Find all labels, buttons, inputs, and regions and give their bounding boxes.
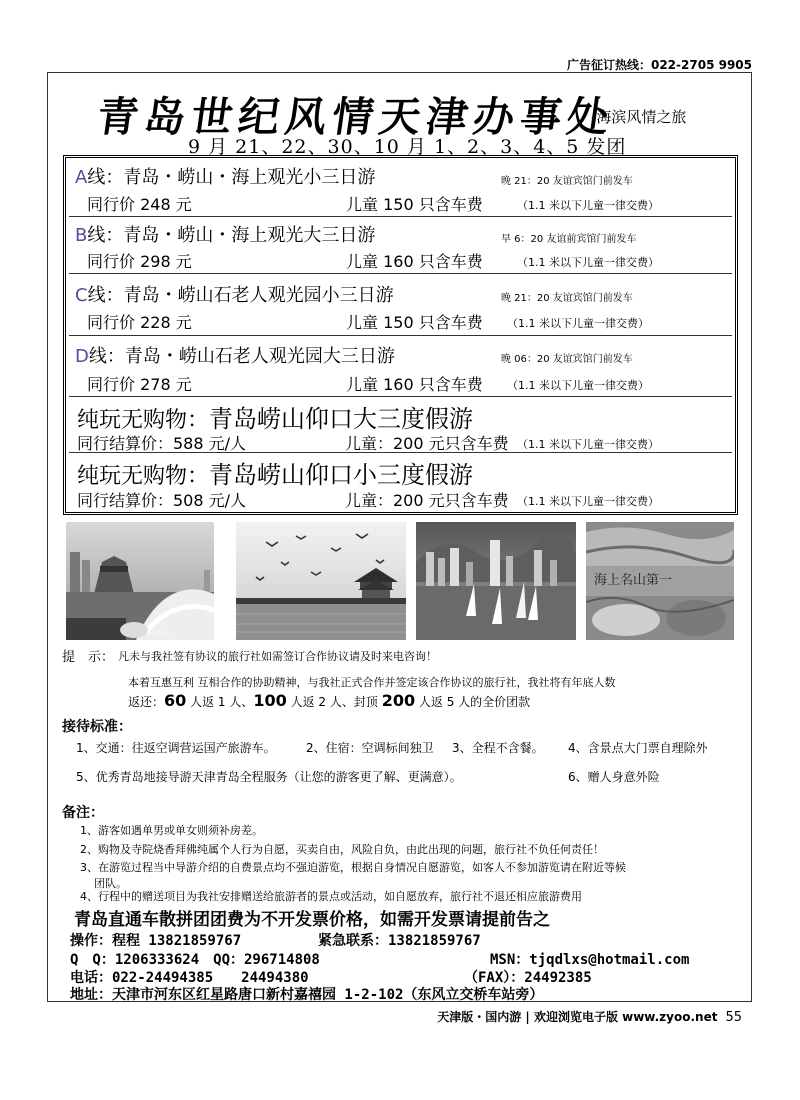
pure-tour-child: 儿童：200 元只含车费 <box>345 434 509 453</box>
route-note: （1.1 米以下儿童一律交费） <box>507 317 649 330</box>
contact-qq: Q Q：1206333624 QQ：296714808 <box>70 952 320 968</box>
contact-emergency: 紧急联系：13821859767 <box>318 933 481 949</box>
pure-tour-note: （1.1 米以下儿童一律交费） <box>517 438 659 451</box>
route-child-price: 儿童 150 只含车费 <box>346 313 483 332</box>
route-letter: B <box>75 225 88 246</box>
route-price: 同行价 298 元 <box>87 252 192 271</box>
rebate-text-3: 人返 5 人的全价团款 <box>415 695 531 709</box>
photo-qingdao-sculpture <box>66 522 214 640</box>
route-child-price: 儿童 160 只含车费 <box>346 252 483 271</box>
route-letter: C <box>75 285 88 306</box>
remark-2: 2、购物及寺院烧香拜佛纯属个人行为自愿，买卖自由，风险自负，由此出现的问题，旅行社不负任何责任！ <box>80 843 604 856</box>
page-footer <box>437 1008 742 1025</box>
route-title: 线：青岛・崂山・海上观光小三日游 <box>87 167 376 188</box>
route-departure: 晚 21：20 友谊宾馆门前发车 <box>501 176 633 187</box>
page-number: 55 <box>725 1010 742 1025</box>
tips-line-1: 凡未与我社签有协议的旅行社如需签订合作协议请及时来电咨询！ <box>118 650 437 663</box>
standard-item-2: 2、住宿：空调标间独卫 <box>306 741 434 755</box>
remarks-heading: 备注： <box>62 805 104 821</box>
route-note: （1.1 米以下儿童一律交费） <box>517 199 659 212</box>
route-title: 线：青岛・崂山石老人观光园大三日游 <box>88 346 395 367</box>
standard-item-1: 1、交通：往返空调营运国产旅游车。 <box>76 741 276 755</box>
rebate-prefix: 返还： <box>128 695 165 709</box>
route-departure: 早 6：20 友谊前宾馆门前发车 <box>501 234 637 245</box>
tips-line-2: 本着互惠互利 互相合作的协助精神，与我社正式合作并签定该合作协议的旅行社，我社将有年底人数 <box>128 676 616 689</box>
pure-tour-price: 同行结算价：508 元/人 <box>77 491 247 510</box>
contact-address: 地址：天津市河东区红星路唐口新村嘉禧园 1-2-102（东风立交桥车站旁） <box>70 987 544 1003</box>
standard-item-5: 5、优秀青岛地接导游天津青岛全程服务（让您的游客更了解、更满意）。 <box>76 770 462 784</box>
remark-4: 4、行程中的赠送项目为我社安排赠送给旅游者的景点或活动，如自愿放弃，旅行社不退还相应旅游费用 <box>80 890 582 903</box>
route-b <box>69 217 732 274</box>
route-departure: 晚 06：20 友谊宾馆门前发车 <box>501 354 633 365</box>
tips-label: 提 示： <box>62 650 115 665</box>
photo-laoshan-rocks <box>586 522 734 640</box>
route-price: 同行价 248 元 <box>87 195 192 214</box>
ad-hotline: 广告征订热线：022-2705 9905 <box>566 58 752 72</box>
route-title: 线：青岛・崂山・海上观光大三日游 <box>87 225 376 246</box>
route-note: （1.1 米以下儿童一律交费） <box>507 379 649 392</box>
rebate-200: 200 <box>381 691 416 710</box>
route-c <box>69 274 732 336</box>
routes-table <box>63 155 738 515</box>
contact-tel: 电话：022-24494385 24494380 <box>70 970 309 986</box>
remark-3-cont: 团队。 <box>94 877 127 890</box>
direct-bus-note: 青岛直通车散拼团团费为不开发票价格，如需开发票请提前告之 <box>74 910 550 930</box>
rebate-60: 60 <box>164 691 187 710</box>
photo-caption: 青岛风光 <box>146 631 171 638</box>
pure-tour-name: 青岛崂山仰口小三度假游 <box>209 461 474 489</box>
rock-inscription: 海上名山第一 <box>594 573 673 588</box>
tips-rebate <box>128 691 530 710</box>
pure-tour-small <box>69 453 732 511</box>
standard-item-6: 6、赠人身意外险 <box>568 770 660 784</box>
pure-tour-price: 同行结算价：588 元/人 <box>77 434 247 453</box>
route-a <box>69 161 732 217</box>
route-departure: 晚 21：20 友谊宾馆门前发车 <box>501 293 633 304</box>
contact-operator: 操作：程程 13821859767 <box>70 933 242 949</box>
remark-3: 3、在游览过程当中导游介绍的自费景点均不强迫游览，根据自身情况自愿游览，如客人不参加游览请在附近等候 <box>80 861 626 874</box>
standard-item-4: 4、含景点大门票自理除外 <box>568 741 708 755</box>
route-child-price: 儿童 150 只含车费 <box>346 195 483 214</box>
route-d <box>69 336 732 397</box>
route-letter: D <box>75 346 89 367</box>
standard-item-3: 3、全程不含餐。 <box>452 741 544 755</box>
route-title: 线：青岛・崂山石老人观光园小三日游 <box>87 285 394 306</box>
page-title: 青岛世纪风情天津办事处 <box>94 93 618 141</box>
route-note: （1.1 米以下儿童一律交费） <box>517 256 659 269</box>
remark-1: 1、游客如遇单男或单女则须补房差。 <box>80 824 263 837</box>
contact-msn: MSN：tjqdlxs@hotmail.com <box>490 952 690 968</box>
route-letter: A <box>75 167 88 188</box>
photo-sailboats-skyline <box>416 522 576 640</box>
rebate-text-1: 人返 1 人、 <box>186 695 254 709</box>
photo-pier-seagulls <box>236 522 406 640</box>
pure-tour-big <box>69 397 732 453</box>
pure-tour-label: 纯玩无购物： <box>77 464 210 489</box>
route-price: 同行价 228 元 <box>87 313 192 332</box>
rebate-text-2: 人返 2 人、封顶 <box>286 695 382 709</box>
pure-tour-label: 纯玩无购物： <box>77 408 210 433</box>
route-child-price: 儿童 160 只含车费 <box>346 375 483 394</box>
standards-heading: 接待标准： <box>62 719 132 735</box>
rebate-100: 100 <box>253 691 287 710</box>
departure-dates: 9 月 21、22、30、10 月 1、2、3、4、5 发团 <box>188 136 627 158</box>
footer-text: 天津版・国内游 | 欢迎浏览电子版 www.zyoo.net <box>437 1010 718 1024</box>
page-subtitle: -海滨风情之旅 <box>591 108 687 126</box>
pure-tour-child: 儿童：200 元只含车费 <box>345 491 509 510</box>
pure-tour-note: （1.1 米以下儿童一律交费） <box>517 495 659 508</box>
contact-fax: （FAX）：24492385 <box>464 970 592 986</box>
pure-tour-name: 青岛崂山仰口大三度假游 <box>209 405 474 433</box>
route-price: 同行价 278 元 <box>87 375 192 394</box>
